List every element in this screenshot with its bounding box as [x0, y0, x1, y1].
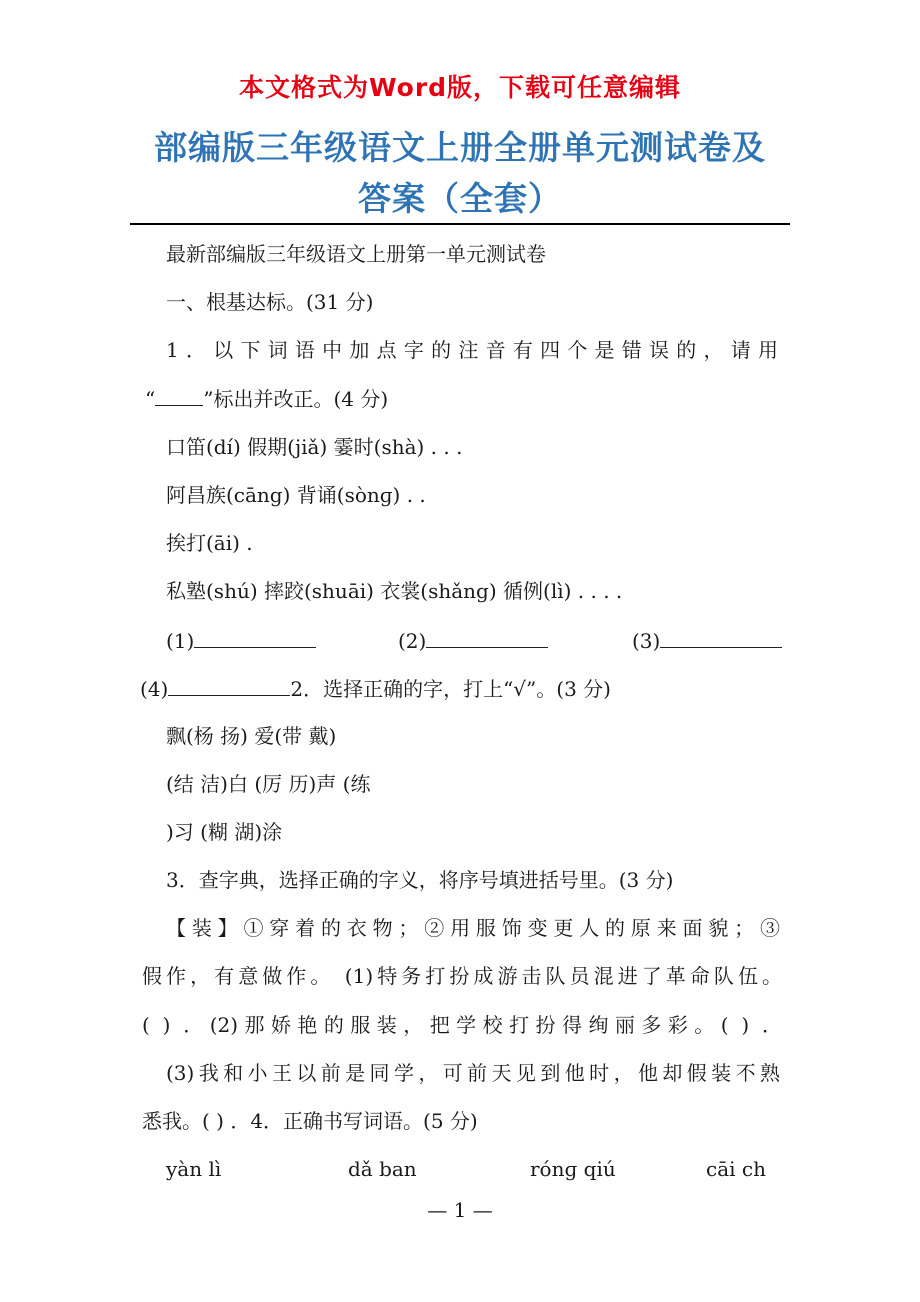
pinyin-item-1: yàn lì: [166, 1157, 222, 1181]
q3-definitions: 【装】①穿着的衣物；②用服饰变更人的原来面貌；③: [166, 916, 780, 940]
quote-close-text: ”标出并改正。(4 分): [203, 387, 389, 411]
answer-blank-2-label: (2): [398, 629, 427, 653]
page-number: — 1 —: [427, 1198, 493, 1222]
answer-blank-3-label: (3): [632, 629, 661, 653]
word-row-4: 私塾(shú) 摔跤(shuāi) 衣裳(shǎng) 循例(lì) . . . .: [166, 579, 623, 603]
answer-blank-1[interactable]: [166, 627, 316, 654]
word-row-3: 挨打(āi) .: [166, 531, 253, 555]
quote-open: “: [145, 387, 156, 411]
answer-blanks-row: [166, 627, 786, 655]
q3-sentence-2: ( ) ．(2)那娇艳的服装，把学校打扮得绚丽多彩。( ) ．: [142, 1013, 782, 1037]
mark-blank: [155, 385, 203, 406]
q3-sentence-3: (3)我和小王以前是同学，可前天见到他时，他却假装不熟: [166, 1061, 780, 1085]
question-3-text: 3．查字典，选择正确的字义，将序号填进括号里。(3 分): [166, 868, 674, 892]
test-subtitle: 最新部编版三年级语文上册第一单元测试卷: [166, 242, 546, 266]
question-1-text: 1．以下词语中加点字的注音有四个是错误的，请用: [166, 338, 778, 362]
answer-blank-4[interactable]: [140, 677, 290, 701]
download-banner: 本文格式为Word版，下载可任意编辑: [238, 73, 682, 102]
question-4-text: 悉我。( ) ．4．正确书写词语。(5 分): [142, 1109, 478, 1133]
question-1-instruction: [145, 385, 388, 412]
q3-sentence-1: 假作，有意做作。 (1)特务打扮成游击队员混进了革命队伍。: [142, 964, 782, 988]
answer-blank-2[interactable]: [398, 627, 548, 654]
q2-choice-row-3: )习 (糊 湖)涂: [166, 820, 283, 844]
page-title-line-1: 部编版三年级语文上册全册单元测试卷及: [154, 128, 766, 167]
answer-blank-1-label: (1): [166, 629, 195, 653]
pinyin-item-4: cāi ch: [706, 1157, 766, 1181]
q2-choice-row-1: 飘(杨 扬) 爱(带 戴): [166, 724, 337, 748]
question-2-text: 2．选择正确的字，打上“√”。(3 分): [290, 677, 611, 701]
pinyin-item-2: dǎ ban: [348, 1157, 417, 1181]
answer-blank-4-label: (4): [140, 677, 169, 701]
pinyin-item-3: rónɡ qiú: [530, 1157, 616, 1181]
section-heading: 一、根基达标。(31 分): [166, 290, 374, 314]
page-title-line-2: 答案（全套）: [358, 179, 562, 218]
word-row-2: 阿昌族(cāng) 背诵(sònɡ) . .: [166, 483, 426, 507]
title-divider: [130, 223, 790, 225]
q2-choice-row-2: (结 洁)白 (厉 历)声 (练: [166, 772, 371, 796]
word-row-1: 口笛(dí) 假期(jiǎ) 霎时(shà) . . .: [166, 435, 463, 459]
answer-blank-3[interactable]: [632, 627, 782, 654]
question-2-row: [140, 675, 611, 702]
